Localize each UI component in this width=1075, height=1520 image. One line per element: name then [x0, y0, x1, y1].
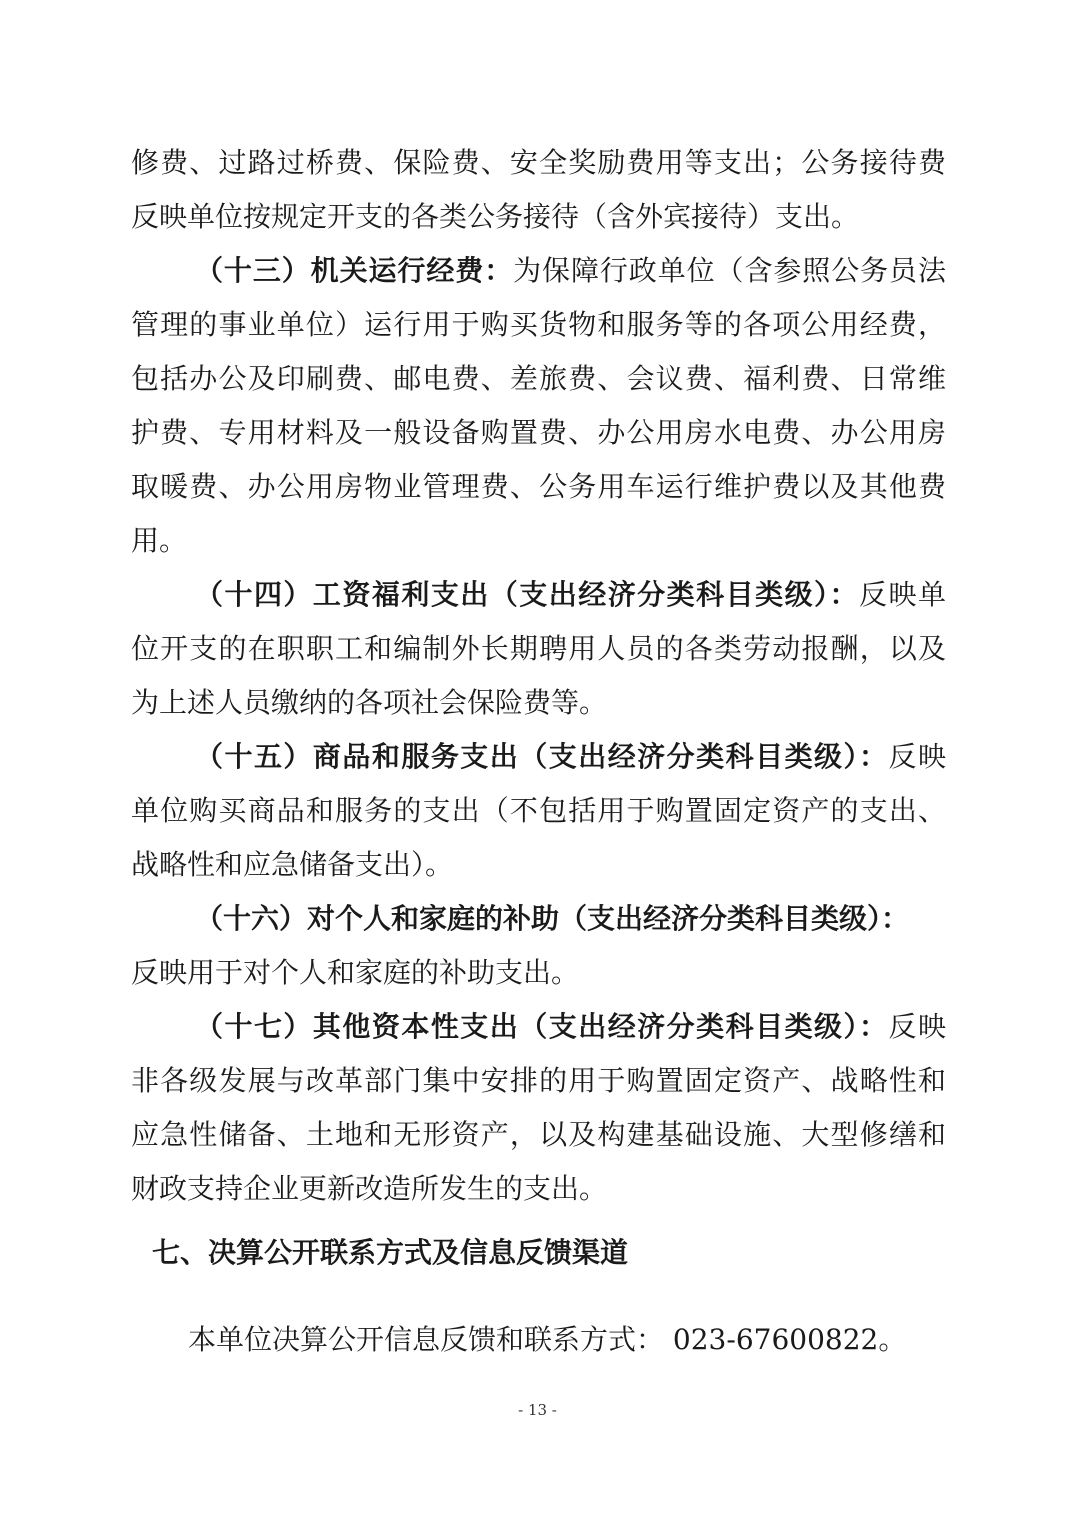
term-15: （十五）商品和服务支出（支出经济分类科目类级）：	[195, 740, 889, 773]
paragraph-17-first-line	[131, 1000, 946, 1054]
text-line: 护费、专用材料及一般设备购置费、办公用房水电费、办公用房	[131, 416, 946, 449]
page-number: - 13 -	[518, 1401, 557, 1419]
text-line: 位开支的在职职工和编制外长期聘用人员的各类劳动报酬，以及	[131, 632, 946, 665]
text-line: 包括办公及印刷费、邮电费、差旅费、会议费、福利费、日常维	[131, 362, 946, 395]
text-span: 为保障行政单位（含参照公务员法	[513, 254, 946, 287]
text-span: 反映	[888, 1010, 946, 1043]
text-span: 反映	[888, 740, 946, 773]
paragraph-13-first-line	[131, 244, 946, 298]
term-16: （十六）对个人和家庭的补助（支出经济分类科目类级）：	[195, 902, 910, 935]
contact-label: 本单位决算公开信息反馈和联系方式：	[188, 1323, 665, 1356]
contact-phone: 023-67600822。	[672, 1323, 907, 1356]
term-14: （十四）工资福利支出（支出经济分类科目类级）：	[195, 578, 860, 611]
text-line: 战略性和应急储备支出）。	[131, 848, 454, 881]
text-line: 管理的事业单位）运行用于购买货物和服务等的各项公用经费，	[131, 308, 946, 341]
text-line: 应急性储备、土地和无形资产，以及构建基础设施、大型修缮和	[131, 1118, 946, 1151]
term-17: （十七）其他资本性支出（支出经济分类科目类级）：	[195, 1010, 889, 1043]
paragraph-16-first-line	[131, 892, 946, 946]
text-line: 反映用于对个人和家庭的补助支出。	[131, 956, 580, 989]
text-span: 反映单	[859, 578, 946, 611]
text-line: 单位购买商品和服务的支出（不包括用于购置固定资产的支出、	[131, 794, 946, 827]
paragraph-15-first-line	[131, 730, 946, 784]
contact-line	[188, 1313, 906, 1367]
term-13: （十三）机关运行经费：	[195, 254, 514, 287]
body-text	[131, 136, 946, 1216]
text-line: 反映单位按规定开支的各类公务接待（含外宾接待）支出。	[131, 200, 860, 233]
text-line: 取暖费、办公用房物业管理费、公务用车运行维护费以及其他费	[131, 470, 946, 503]
text-line: 修费、过路过桥费、保险费、安全奖励费用等支出；公务接待费	[131, 146, 946, 179]
section-heading: 七、决算公开联系方式及信息反馈渠道	[152, 1236, 629, 1269]
text-line: 用。	[131, 524, 188, 557]
text-line: 财政支持企业更新改造所发生的支出。	[131, 1172, 608, 1205]
paragraph-14-first-line	[131, 568, 946, 622]
text-line: 非各级发展与改革部门集中安排的用于购置固定资产、战略性和	[131, 1064, 946, 1097]
text-line: 为上述人员缴纳的各项社会保险费等。	[131, 686, 608, 719]
